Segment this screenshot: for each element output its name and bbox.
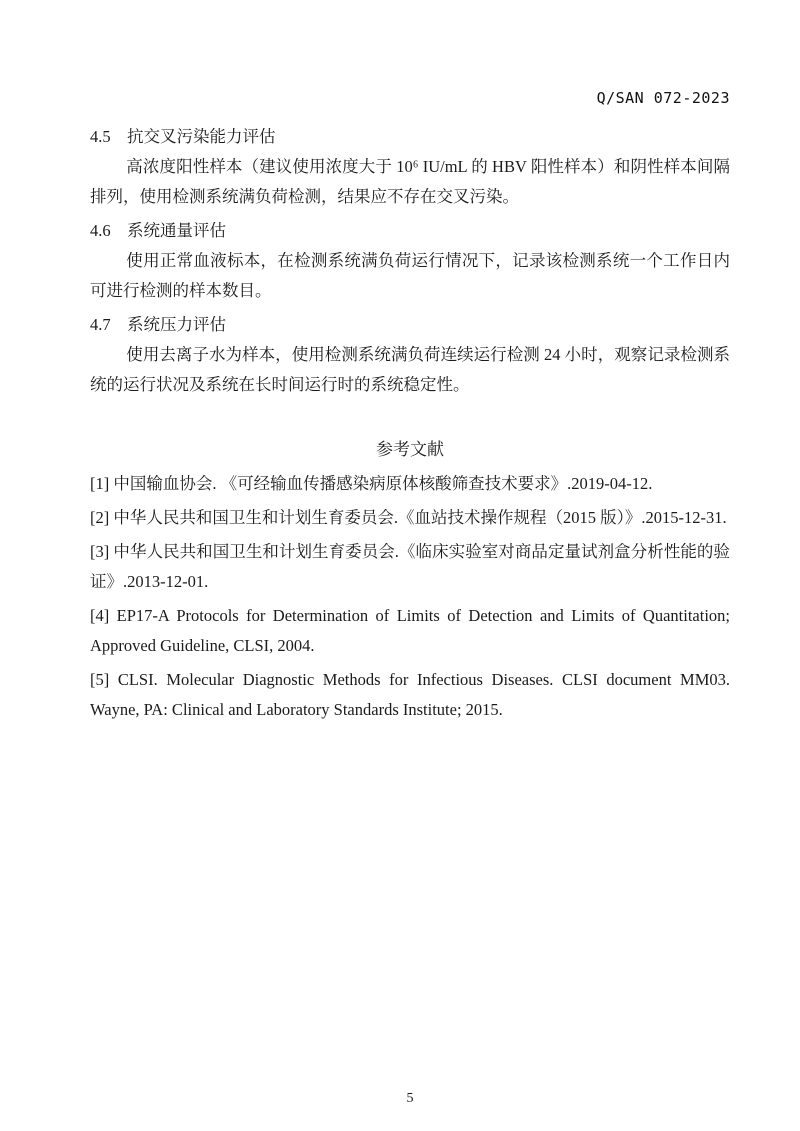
reference-item: [3] 中华人民共和国卫生和计划生育委员会.《临床实验室对商品定量试剂盒分析性能的验证》.2013-12-01. bbox=[90, 542, 730, 591]
section-heading bbox=[90, 310, 730, 340]
section-heading bbox=[90, 122, 730, 152]
section-title: 系统压力评估 bbox=[127, 315, 226, 334]
reference-item: [1] 中国输血协会. 《可经输血传播感染病原体核酸筛查技术要求》.2019-04-12. bbox=[90, 474, 653, 493]
section-paragraph: 使用去离子水为样本，使用检测系统满负荷连续运行检测 24 小时，观察记录检测系统的运行状况及系统在长时间运行时的系统稳定性。 bbox=[90, 345, 730, 394]
section-4-7 bbox=[90, 310, 730, 400]
references-section bbox=[90, 435, 730, 725]
section-heading bbox=[90, 216, 730, 246]
section-4-5 bbox=[90, 122, 730, 212]
section-number: 4.6 bbox=[90, 221, 111, 240]
section-number: 4.7 bbox=[90, 315, 111, 334]
standard-code-header: Q/SAN 072-2023 bbox=[596, 89, 730, 107]
section-title: 抗交叉污染能力评估 bbox=[127, 127, 276, 146]
section-4-6 bbox=[90, 216, 730, 306]
section-number: 4.5 bbox=[90, 127, 111, 146]
reference-item: [5] CLSI. Molecular Diagnostic Methods for Infectious Diseases. CLSI document MM03. Wayne, PA: Clinical and Laboratory Standards Institute; 2015. bbox=[90, 670, 730, 719]
page-number: 5 bbox=[406, 1091, 414, 1106]
reference-item: [2] 中华人民共和国卫生和计划生育委员会.《血站技术操作规程（2015 版）》.2015-12-31. bbox=[90, 508, 727, 527]
reference-item: [4] EP17-A Protocols for Determination of Limits of Detection and Limits of Quantitation; Approved Guideline, CLSI, 2004. bbox=[90, 606, 730, 655]
section-paragraph: 高浓度阳性样本（建议使用浓度大于 10⁶ IU/mL 的 HBV 阳性样本）和阴性样本间隔排列，使用检测系统满负荷检测，结果应不存在交叉污染。 bbox=[90, 157, 730, 206]
section-paragraph: 使用正常血液标本，在检测系统满负荷运行情况下，记录该检测系统一个工作日内可进行检测的样本数目。 bbox=[90, 251, 730, 300]
references-title: 参考文献 bbox=[376, 440, 444, 459]
section-title: 系统通量评估 bbox=[127, 221, 226, 240]
